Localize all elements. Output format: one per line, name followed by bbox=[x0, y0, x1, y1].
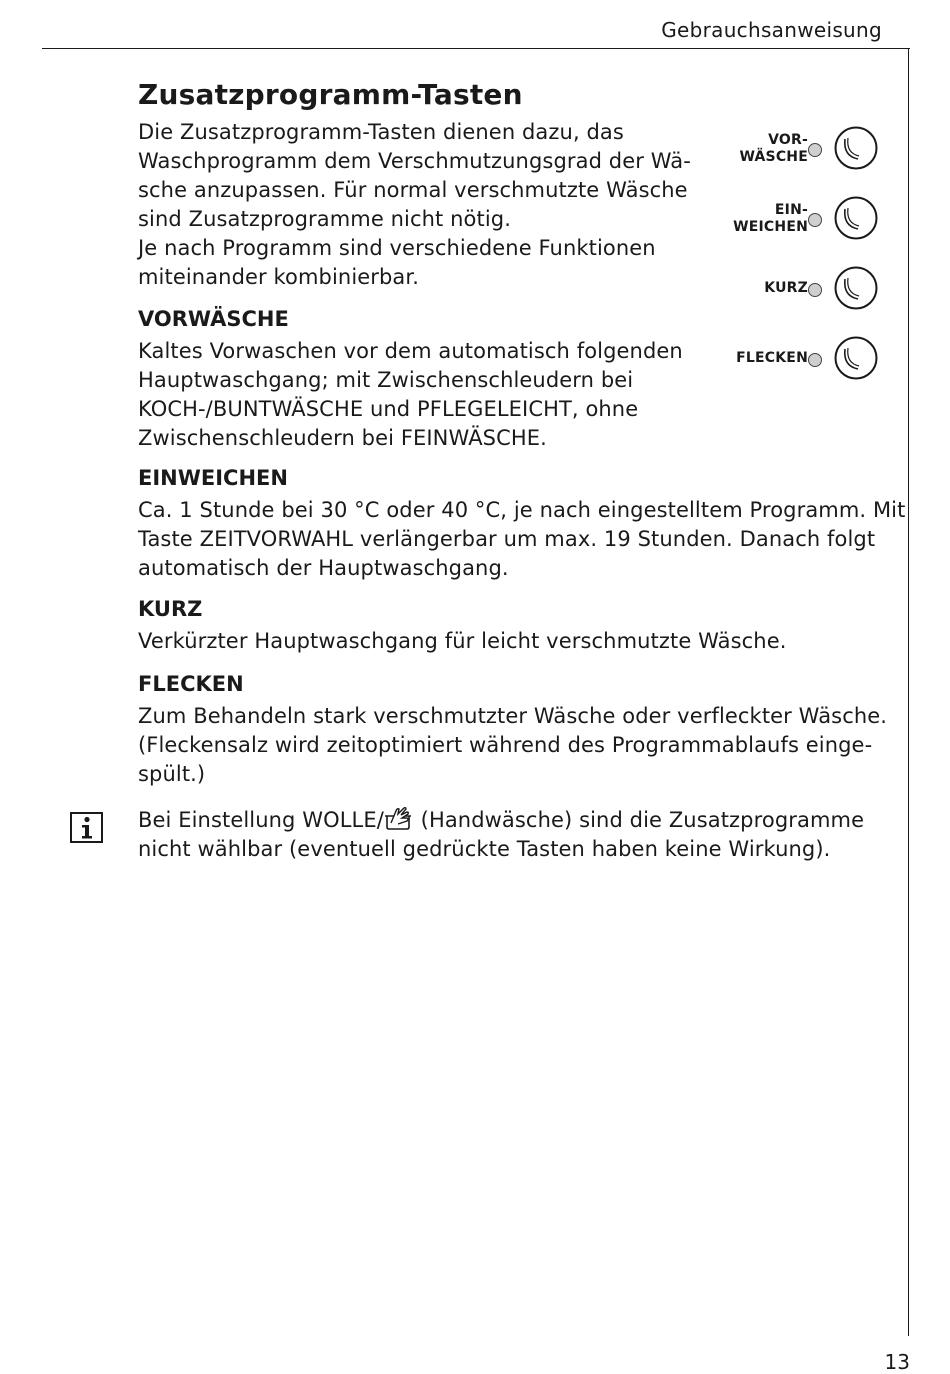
indicator-led bbox=[808, 213, 822, 227]
info-icon bbox=[70, 812, 103, 843]
control-panel-illustration bbox=[720, 120, 890, 390]
text-line: Zwischenschleudern bei FEINWÄSCHE. bbox=[138, 426, 547, 450]
text-line: (Fleckensalz wird zeitoptimiert während des Programmablaufs einge- bbox=[138, 733, 873, 757]
page-title: Zusatzprogramm-Tasten bbox=[138, 78, 523, 111]
section-heading-einweichen: EINWEICHEN bbox=[138, 466, 288, 490]
note-line bbox=[138, 805, 864, 835]
panel-button-vorwaesche bbox=[720, 124, 890, 174]
indicator-led bbox=[808, 283, 822, 297]
rotary-knob-icon bbox=[834, 336, 878, 380]
panel-label bbox=[733, 202, 808, 236]
section-text-flecken bbox=[138, 702, 887, 789]
hand-wash-icon bbox=[384, 805, 414, 831]
panel-label-line: KURZ bbox=[764, 280, 808, 296]
text-line: Die Zusatzprogramm-Tasten dienen dazu, das bbox=[138, 120, 624, 144]
text-line: sche anzupassen. Für normal verschmutzte Wäsche bbox=[138, 178, 688, 202]
note-line: nicht wählbar (eventuell gedrückte Tasten haben keine Wirkung). bbox=[138, 837, 831, 861]
panel-label-line: WEICHEN bbox=[733, 219, 808, 235]
header-rule bbox=[42, 48, 910, 49]
text-line: Je nach Programm sind verschiedene Funktionen bbox=[138, 236, 656, 260]
text-line: Verkürzter Hauptwaschgang für leicht verschmutzte Wäsche. bbox=[138, 629, 787, 653]
indicator-led bbox=[808, 143, 822, 157]
panel-label-line: VOR- bbox=[768, 132, 808, 148]
panel-label bbox=[736, 350, 808, 367]
rotary-knob-icon bbox=[834, 126, 878, 170]
panel-label-line: EIN- bbox=[774, 202, 808, 218]
text-line: Hauptwaschgang; mit Zwischenschleudern bei bbox=[138, 368, 634, 392]
text-line: automatisch der Hauptwaschgang. bbox=[138, 556, 509, 580]
text-line: sind Zusatzprogramme nicht nötig. bbox=[138, 207, 511, 231]
panel-label bbox=[764, 280, 808, 297]
intro-paragraph bbox=[138, 118, 691, 292]
margin-rule bbox=[908, 48, 909, 1336]
text-line: Waschprogramm dem Verschmutzungsgrad der Wä- bbox=[138, 149, 691, 173]
text-line: miteinander kombinierbar. bbox=[138, 265, 419, 289]
note-text-after: (Handwäsche) sind die Zusatzprogramme bbox=[413, 808, 865, 832]
panel-label bbox=[740, 132, 809, 166]
section-text-vorwaesche bbox=[138, 337, 683, 453]
panel-button-kurz bbox=[720, 264, 890, 314]
indicator-led bbox=[808, 353, 822, 367]
text-line: Kaltes Vorwaschen vor dem automatisch folgenden bbox=[138, 339, 683, 363]
text-line: Ca. 1 Stunde bei 30 °C oder 40 °C, je nach eingestelltem Programm. Mit bbox=[138, 498, 906, 522]
text-line: Zum Behandeln stark verschmutzter Wäsche oder verfleckter Wäsche. bbox=[138, 704, 888, 728]
panel-button-einweichen bbox=[720, 194, 890, 244]
text-line: Taste ZEITVORWAHL verlängerbar um max. 19 Stunden. Danach folgt bbox=[138, 527, 876, 551]
section-heading-kurz: KURZ bbox=[138, 597, 203, 621]
rotary-knob-icon bbox=[834, 266, 878, 310]
section-label: Gebrauchsanweisung bbox=[661, 18, 882, 42]
note-paragraph bbox=[138, 805, 864, 864]
page-number: 13 bbox=[884, 1350, 910, 1374]
section-heading-vorwaesche: VORWÄSCHE bbox=[138, 307, 289, 331]
rotary-knob-icon bbox=[834, 196, 878, 240]
section-heading-flecken: FLECKEN bbox=[138, 672, 244, 696]
section-text-kurz bbox=[138, 627, 787, 656]
text-line: KOCH-/BUNTWÄSCHE und PFLEGELEICHT, ohne bbox=[138, 397, 639, 421]
text-line: spült.) bbox=[138, 762, 206, 786]
panel-button-flecken bbox=[720, 334, 890, 384]
section-text-einweichen bbox=[138, 496, 905, 583]
panel-label-line: FLECKEN bbox=[736, 350, 808, 366]
panel-label-line: WÄSCHE bbox=[739, 149, 808, 165]
note-text-before: Bei Einstellung WOLLE/ bbox=[138, 808, 384, 832]
